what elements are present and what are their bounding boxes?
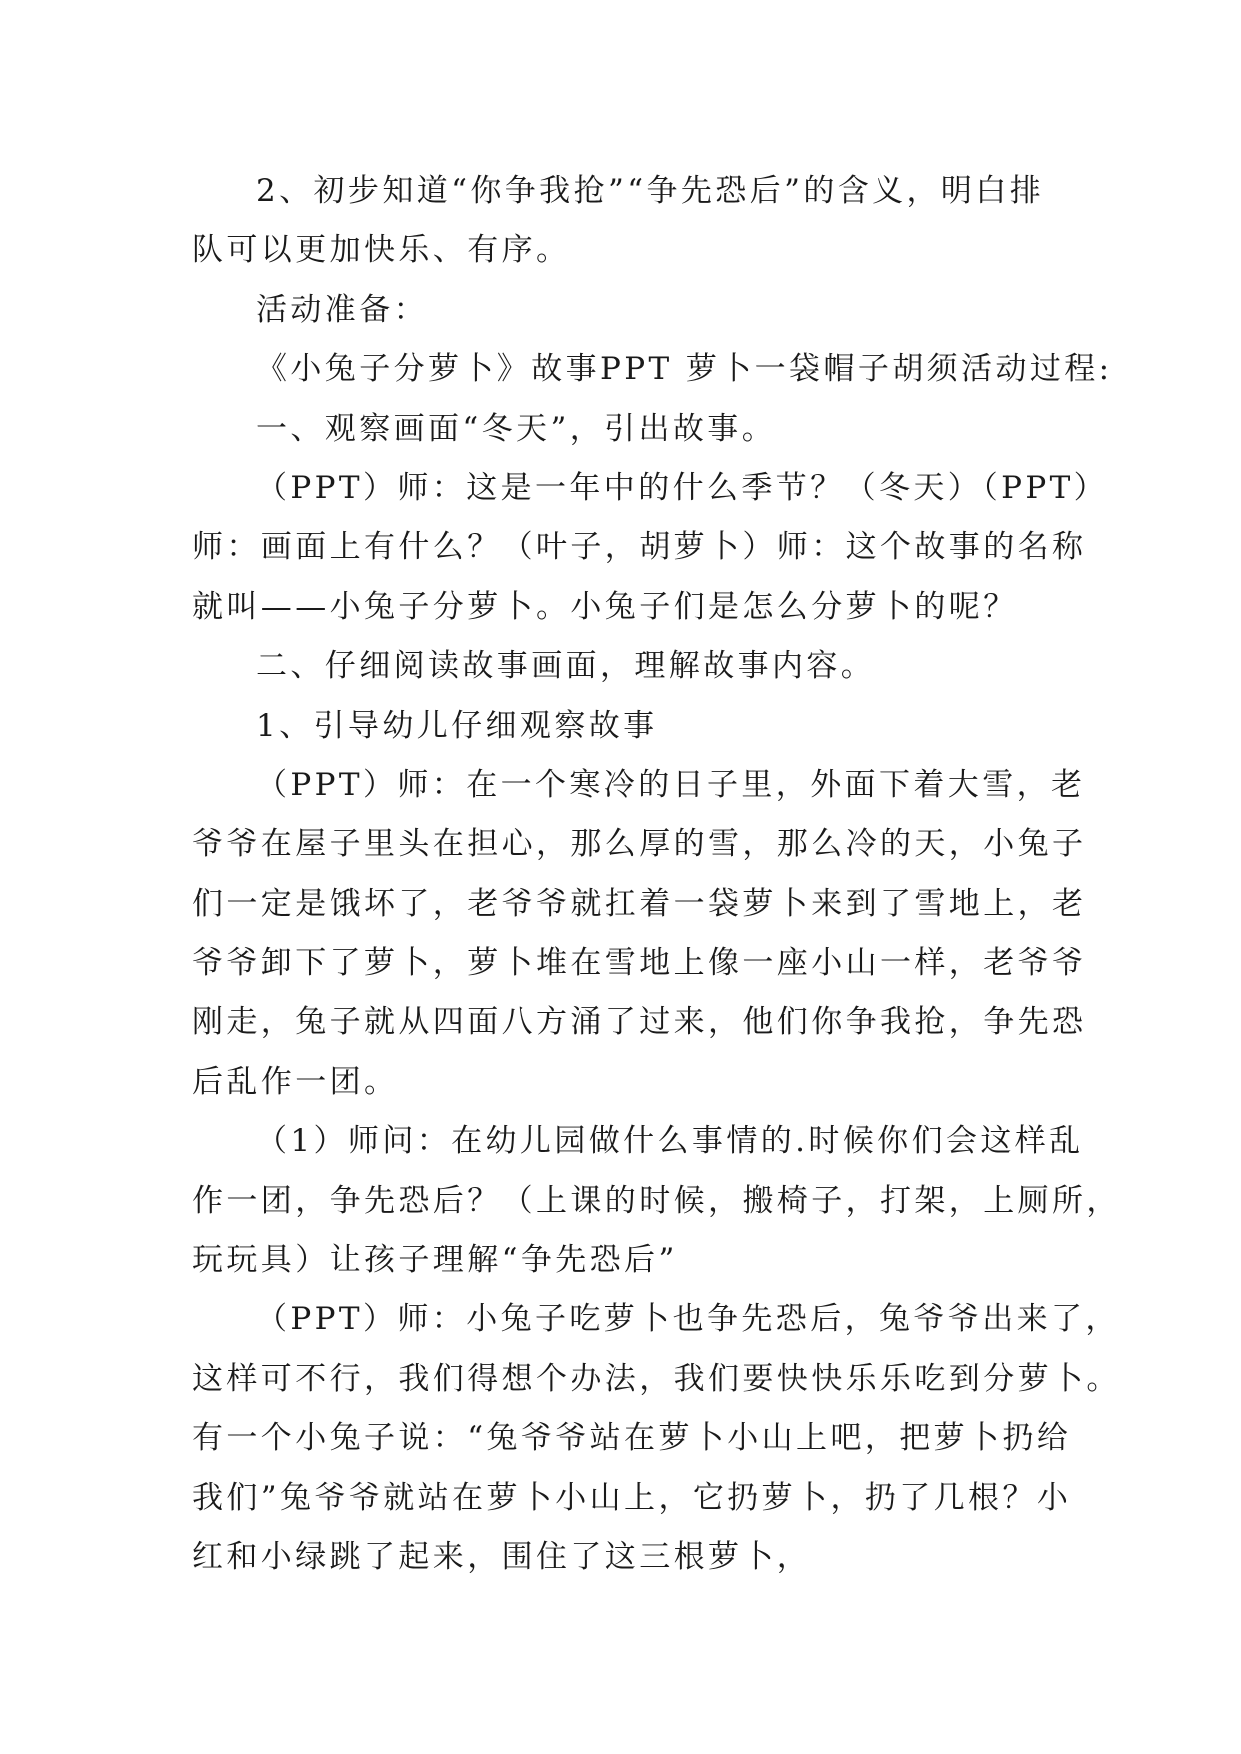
section-heading: 二、仔细阅读故事画面，理解故事内容。 (256, 648, 876, 685)
text-line: （PPT）师：在一个寒冷的日子里，外面下着大雪，老 (256, 766, 1086, 803)
text-line: 红和小绿跳了起来，围住了这三根萝卜， (192, 1538, 812, 1575)
text-line: （1）师问：在幼儿园做什么事情的.时候你们会这样乱 (256, 1123, 1084, 1160)
text-line: 2、初步知道“你争我抢”“争先恐后”的含义，明白排 (256, 173, 1045, 209)
document-body (192, 162, 1121, 1587)
text-line: 后乱作一团。 (192, 1063, 399, 1100)
text-line: 玩玩具）让孩子理解“争先恐后” (192, 1242, 678, 1279)
text-line: （PPT）师：这是一年中的什么季节？（冬天）（PPT） (256, 469, 1109, 506)
text-line: 队可以更加快乐、有序。 (192, 232, 571, 269)
text-line: 我们”兔爷爷就站在萝卜小山上，它扔萝卜，扔了几根？小 (192, 1479, 1072, 1516)
text-line: 爷爷卸下了萝卜，萝卜堆在雪地上像一座小山一样，老爷爷 (192, 945, 1087, 982)
text-line: 《小兔子分萝卜》故事PPT 萝卜一袋帽子胡须活动过程: (256, 351, 1113, 388)
text-line: 就叫——小兔子分萝卜。小兔子们是怎么分萝卜的呢？ (192, 588, 1018, 625)
section-heading: 1、引导幼儿仔细观察故事 (256, 707, 658, 744)
text-line: （PPT）师：小兔子吃萝卜也争先恐后，兔爷爷出来了， (256, 1301, 1120, 1338)
text-line: 们一定是饿坏了，老爷爷就扛着一袋萝卜来到了雪地上，老 (192, 885, 1087, 922)
text-line: 刚走，兔子就从四面八方涌了过来，他们你争我抢，争先恐 (192, 1004, 1087, 1041)
text-line: 这样可不行，我们得想个办法，我们要快快乐乐吃到分萝卜。 (192, 1360, 1121, 1397)
text-line: 师：画面上有什么？（叶子，胡萝卜）师：这个故事的名称 (192, 529, 1087, 566)
section-heading: 一、观察画面“冬天”，引出故事。 (256, 410, 777, 447)
text-line: 有一个小兔子说：“兔爷爷站在萝卜小山上吧，把萝卜扔给 (192, 1420, 1072, 1457)
text-line: 作一团，争先恐后？（上课的时候，搬椅子，打架，上厕所， (192, 1182, 1121, 1219)
section-heading: 活动准备： (256, 291, 428, 328)
text-line: 爷爷在屋子里头在担心，那么厚的雪，那么冷的天，小兔子 (192, 826, 1087, 863)
